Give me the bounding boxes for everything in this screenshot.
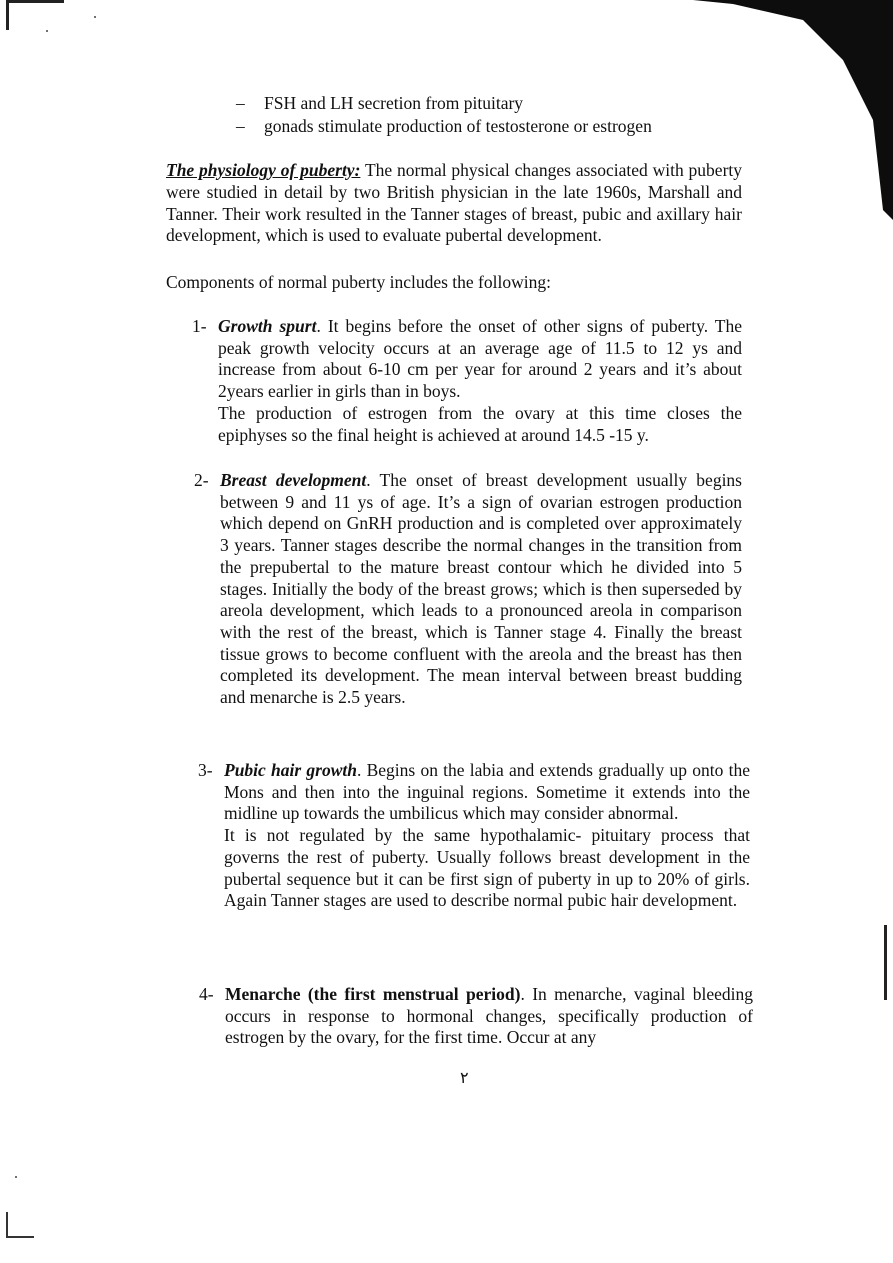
scan-speck xyxy=(15,1176,17,1178)
scan-corner-mark xyxy=(6,1212,34,1238)
scan-edge-mark xyxy=(884,925,887,1000)
list-item xyxy=(192,316,742,446)
item-heading: Menarche (the first menstrual period) xyxy=(225,984,521,1004)
scan-speck xyxy=(94,16,96,18)
bullet-list xyxy=(236,92,652,138)
section-title: The physiology of puberty: xyxy=(166,160,361,180)
bullet-item: – FSH and LH secretion from pituitary xyxy=(236,92,652,115)
scan-corner-mark xyxy=(6,0,64,30)
item-text: . In menarche, vaginal bleeding occurs in response to hormonal changes, specifically production of estrogen by the ovary, for the first time. Occur at any xyxy=(225,984,753,1048)
page-number: ٢ xyxy=(460,1070,469,1087)
item-heading: Pubic hair growth xyxy=(224,760,357,780)
item-text: It is not regulated by the same hypothalamic- pituitary process that governs the rest of puberty. Usually follows breast development in the pubertal sequence but it can be first sign of puberty in up to 20% of girls. Again Tanner stages are used to describe normal pubic hair development. xyxy=(224,825,750,911)
item-text: The production of estrogen from the ovary at this time closes the epiphyses so the final height is achieved at around 14.5 -15 y. xyxy=(218,402,742,445)
bullet-item: – gonads stimulate production of testosterone or estrogen xyxy=(236,115,652,138)
components-intro: Components of normal puberty includes the following: xyxy=(166,272,551,292)
item-text: . It begins before the onset of other signs of puberty. The peak growth velocity occurs at an average age of 11.5 to 12 ys and increase from about 6-10 cm per year for around 2 years and it’s about 2years earlier in girls than in boys. xyxy=(218,316,742,402)
physiology-paragraph xyxy=(166,160,742,247)
item-text: . The onset of breast development usually begins between 9 and 11 ys of age. It’s a sign of ovarian estrogen production which depend on GnRH production and is completed over approximately 3 years. Tanner stages describe the normal changes in the transition from the prepubertal to the mature breast contour which he divided into 5 stages. Initially the body of the breast grows; which is then superseded by areola development, which leads to a pronounced areola in comparison with the rest of the breast, which is Tanner stage 4. Finally the breast tissue grows to become confluent with the areola and the breast has then completed its development. The mean interval between breast budding and menarche is 2.5 years. xyxy=(220,470,742,708)
list-item xyxy=(199,984,753,1049)
item-heading: Breast development xyxy=(220,470,367,490)
section-text: The normal physical changes associated with puberty were studied in detail by two British physician in the late 1960s, Marshall and Tanner. Their work resulted in the Tanner stages of breast, pubic and axillary hair development, which is used to evaluate pubertal development. xyxy=(166,160,743,246)
list-item xyxy=(198,760,750,912)
item-heading: Growth spurt xyxy=(218,316,317,336)
item-number: 3- xyxy=(198,760,213,780)
item-number: 2- xyxy=(194,470,209,490)
item-number: 1- xyxy=(192,316,207,336)
list-item xyxy=(194,470,742,709)
item-number: 4- xyxy=(199,984,214,1004)
item-text: . Begins on the labia and extends gradually up onto the Mons and then into the inguinal regions. Sometime it extends into the midline up towards the umbilicus which may consider abnormal. xyxy=(224,760,750,824)
scan-speck xyxy=(46,30,48,32)
